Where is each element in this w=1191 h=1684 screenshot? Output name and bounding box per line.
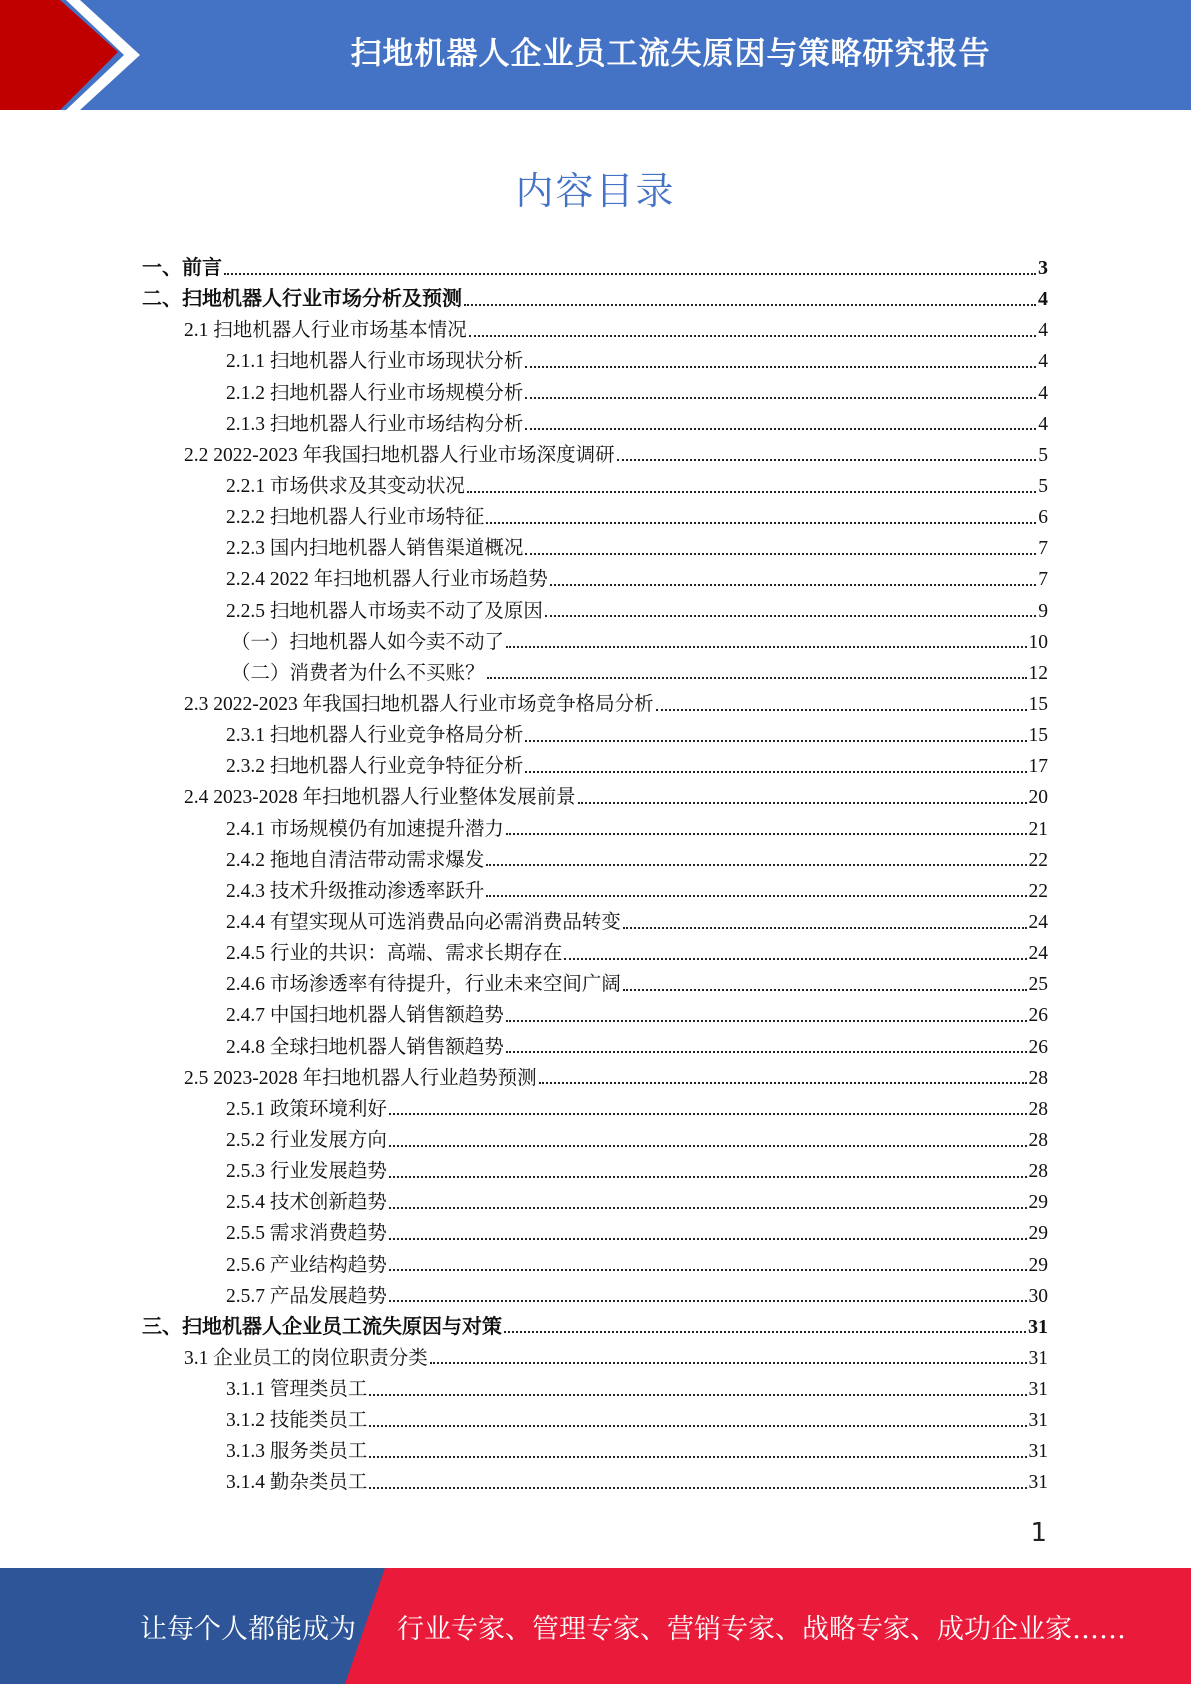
toc-entry[interactable] — [142, 533, 1048, 564]
toc-entry-page: 4 — [1038, 382, 1048, 404]
toc-entry[interactable] — [142, 907, 1048, 938]
toc-entry-page: 4 — [1038, 413, 1048, 435]
toc-entry[interactable] — [142, 471, 1048, 502]
toc-entry-page: 12 — [1028, 662, 1048, 684]
toc-leader-dots — [525, 553, 1036, 555]
toc-entry-page: 31 — [1028, 1347, 1048, 1369]
toc-entry-title: 2.1 扫地机器人行业市场基本情况 — [184, 320, 467, 342]
toc-entry-page: 31 — [1028, 1472, 1048, 1494]
toc-entry-title: 2.2.1 市场供求及其变动状况 — [226, 475, 465, 497]
toc-leader-dots — [525, 740, 1026, 742]
toc-entry[interactable] — [142, 440, 1048, 471]
toc-leader-dots — [525, 366, 1036, 368]
toc-entry-title: 3.1 企业员工的岗位职责分类 — [184, 1347, 428, 1369]
toc-leader-dots — [656, 709, 1027, 711]
toc-entry-title: 2.5.7 产品发展趋势 — [226, 1285, 387, 1307]
toc-entry-page: 21 — [1028, 818, 1048, 840]
toc-entry-title: 2.5.2 行业发展方向 — [226, 1129, 387, 1151]
toc-entry-page: 31 — [1028, 1315, 1048, 1338]
toc-leader-dots — [369, 1394, 1026, 1396]
toc-entry-page: 10 — [1028, 631, 1048, 653]
toc-entry-title: 3.1.3 服务类员工 — [226, 1441, 368, 1463]
toc-entry[interactable] — [142, 720, 1048, 751]
toc-leader-dots — [545, 615, 1036, 617]
toc-entry[interactable] — [142, 1312, 1048, 1343]
toc-entry-page: 15 — [1028, 725, 1048, 747]
toc-entry[interactable] — [142, 378, 1048, 409]
toc-entry-title: 2.4.6 市场渗透率有待提升，行业未来空间广阔 — [226, 974, 621, 996]
toc-leader-dots — [389, 1238, 1027, 1240]
toc-entry-title: 2.5.5 需求消费趋势 — [226, 1223, 387, 1245]
toc-leader-dots — [467, 491, 1036, 493]
footer-slogan-right: 行业专家、管理专家、营销专家、战略专家、成功企业家…… — [397, 1613, 1126, 1645]
toc-entry-page: 3 — [1038, 257, 1048, 279]
toc-entry-title: 2.3 2022-2023 年我国扫地机器人行业市场竞争格局分析 — [184, 693, 654, 715]
toc-entry-page: 9 — [1038, 600, 1048, 622]
toc-entry-page: 31 — [1028, 1441, 1048, 1463]
toc-entry-title: 2.4.2 拖地自清洁带动需求爆发 — [226, 849, 485, 871]
toc-leader-dots — [525, 771, 1026, 773]
chevron-arrow-icon — [0, 0, 160, 110]
toc-entry-title: 2.1.2 扫地机器人行业市场规模分析 — [226, 382, 524, 404]
page-number: 1 — [1030, 1518, 1047, 1548]
toc-entry-title: 三、扫地机器人企业员工流失原因与对策 — [142, 1315, 502, 1338]
toc-leader-dots — [389, 1207, 1027, 1209]
toc-entry-page: 26 — [1028, 1005, 1048, 1027]
toc-entry-page: 24 — [1028, 911, 1048, 933]
toc-entry-page: 17 — [1028, 756, 1048, 778]
toc-leader-dots — [389, 1176, 1027, 1178]
toc-entry-title: 3.1.4 勤杂类员工 — [226, 1472, 368, 1494]
toc-entry-title: 2.1.1 扫地机器人行业市场现状分析 — [226, 351, 524, 373]
toc-leader-dots — [525, 397, 1036, 399]
toc-leader-dots — [564, 958, 1026, 960]
toc-leader-dots — [369, 1425, 1026, 1427]
toc-leader-dots — [486, 522, 1036, 524]
toc-entry-page: 24 — [1028, 943, 1048, 965]
toc-entry-title: 2.4.3 技术升级推动渗透率跃升 — [226, 880, 485, 902]
toc-entry-page: 31 — [1028, 1410, 1048, 1432]
toc-entry-title: （二）消费者为什么不买账？ — [231, 662, 485, 684]
toc-leader-dots — [486, 895, 1026, 897]
toc-entry-page: 28 — [1028, 1098, 1048, 1120]
toc-leader-dots — [504, 1331, 1026, 1333]
toc-leader-dots — [578, 802, 1027, 804]
toc-entry[interactable] — [142, 938, 1048, 969]
toc-entry-title: 2.5.3 行业发展趋势 — [226, 1161, 387, 1183]
toc-entry-page: 20 — [1028, 787, 1048, 809]
toc-leader-dots — [506, 833, 1027, 835]
toc-entry[interactable] — [142, 284, 1048, 315]
toc-entry-page: 29 — [1028, 1254, 1048, 1276]
toc-entry-title: 2.3.1 扫地机器人行业竞争格局分析 — [226, 725, 524, 747]
toc-entry[interactable] — [142, 845, 1048, 876]
toc-entry[interactable] — [142, 1094, 1048, 1125]
toc-leader-dots — [539, 1082, 1027, 1084]
toc-entry[interactable] — [142, 627, 1048, 658]
toc-entry[interactable] — [142, 1405, 1048, 1436]
toc-entry[interactable] — [142, 1281, 1048, 1312]
toc-entry-title: 2.2.3 国内扫地机器人销售渠道概况 — [226, 538, 524, 560]
footer-banner — [0, 1568, 1191, 1684]
toc-leader-dots — [224, 273, 1036, 275]
toc-entry-title: 2.5.6 产业结构趋势 — [226, 1254, 387, 1276]
toc-entry[interactable] — [142, 689, 1048, 720]
toc-entry-title: 2.3.2 扫地机器人行业竞争特征分析 — [226, 756, 524, 778]
toc-entry-page: 22 — [1028, 880, 1048, 902]
toc-entry[interactable] — [142, 658, 1048, 689]
report-title: 扫地机器人企业员工流失原因与策略研究报告 — [350, 35, 991, 72]
toc-entry-page: 28 — [1028, 1067, 1048, 1089]
toc-leader-dots — [369, 1456, 1026, 1458]
toc-entry[interactable] — [142, 502, 1048, 533]
toc-entry-title: 2.5 2023-2028 年扫地机器人行业趋势预测 — [184, 1067, 537, 1089]
toc-entry-title: 二、扫地机器人行业市场分析及预测 — [142, 288, 462, 311]
toc-entry-page: 5 — [1038, 444, 1048, 466]
toc-heading: 内容目录 — [515, 169, 676, 213]
toc-leader-dots — [486, 864, 1026, 866]
toc-leader-dots — [389, 1269, 1027, 1271]
toc-leader-dots — [464, 304, 1036, 306]
toc-leader-dots — [389, 1145, 1027, 1147]
toc-entry-page: 26 — [1028, 1036, 1048, 1058]
toc-entry[interactable] — [142, 409, 1048, 440]
toc-entry[interactable] — [142, 1436, 1048, 1467]
toc-entry-title: 2.4.5 行业的共识：高端、需求长期存在 — [226, 943, 563, 965]
toc-entry-title: 2.5.1 政策环境利好 — [226, 1098, 387, 1120]
toc-leader-dots — [550, 584, 1036, 586]
toc-leader-dots — [525, 428, 1036, 430]
toc-leader-dots — [506, 1051, 1027, 1053]
toc-entry-page: 4 — [1038, 351, 1048, 373]
toc-entry-page: 4 — [1038, 288, 1048, 311]
toc-entry[interactable] — [142, 346, 1048, 377]
toc-entry-title: 2.4.7 中国扫地机器人销售额趋势 — [226, 1005, 504, 1027]
table-of-contents — [142, 253, 1048, 1499]
toc-entry-page: 22 — [1028, 849, 1048, 871]
toc-entry[interactable] — [142, 1032, 1048, 1063]
toc-entry-page: 7 — [1038, 569, 1048, 591]
toc-leader-dots — [369, 1487, 1026, 1489]
toc-leader-dots — [430, 1362, 1027, 1364]
toc-entry-title: （一）扫地机器人如今卖不动了 — [231, 631, 505, 653]
toc-entry-title: 2.4 2023-2028 年扫地机器人行业整体发展前景 — [184, 787, 576, 809]
toc-entry-page: 6 — [1038, 507, 1048, 529]
toc-entry-page: 25 — [1028, 974, 1048, 996]
toc-entry-title: 2.2.2 扫地机器人行业市场特征 — [226, 507, 485, 529]
toc-entry-title: 一、前言 — [142, 257, 222, 279]
toc-leader-dots — [389, 1300, 1027, 1302]
toc-entry[interactable] — [142, 1063, 1048, 1094]
toc-entry-page: 15 — [1028, 693, 1048, 715]
toc-entry[interactable] — [142, 1467, 1048, 1498]
toc-entry-title: 2.4.4 有望实现从可选消费品向必需消费品转变 — [226, 911, 621, 933]
toc-entry-title: 2.4.1 市场规模仍有加速提升潜力 — [226, 818, 504, 840]
toc-entry[interactable] — [142, 564, 1048, 595]
toc-entry-title: 2.1.3 扫地机器人行业市场结构分析 — [226, 413, 524, 435]
toc-entry[interactable] — [142, 1374, 1048, 1405]
toc-entry[interactable] — [142, 1000, 1048, 1031]
toc-leader-dots — [617, 459, 1037, 461]
toc-entry[interactable] — [142, 1187, 1048, 1218]
toc-leader-dots — [506, 646, 1026, 648]
toc-entry-page: 4 — [1038, 320, 1048, 342]
toc-entry-title: 2.2 2022-2023 年我国扫地机器人行业市场深度调研 — [184, 444, 615, 466]
toc-entry-title: 3.1.1 管理类员工 — [226, 1379, 368, 1401]
toc-entry[interactable] — [142, 814, 1048, 845]
toc-entry[interactable] — [142, 969, 1048, 1000]
toc-leader-dots — [389, 1113, 1027, 1115]
toc-entry[interactable] — [142, 1343, 1048, 1374]
toc-entry[interactable] — [142, 876, 1048, 907]
toc-entry-title: 3.1.2 技能类员工 — [226, 1410, 368, 1432]
toc-entry[interactable] — [142, 1125, 1048, 1156]
toc-entry-title: 2.5.4 技术创新趋势 — [226, 1192, 387, 1214]
toc-entry[interactable] — [142, 253, 1048, 284]
toc-entry[interactable] — [142, 1218, 1048, 1249]
toc-entry-title: 2.2.5 扫地机器人市场卖不动了及原因 — [226, 600, 543, 622]
toc-entry[interactable] — [142, 315, 1048, 346]
toc-entry-page: 29 — [1028, 1223, 1048, 1245]
toc-entry[interactable] — [142, 1250, 1048, 1281]
toc-entry-title: 2.2.4 2022 年扫地机器人行业市场趋势 — [226, 569, 548, 591]
toc-entry-page: 7 — [1038, 538, 1048, 560]
toc-entry-page: 5 — [1038, 475, 1048, 497]
toc-entry-page: 31 — [1028, 1379, 1048, 1401]
toc-leader-dots — [623, 989, 1027, 991]
toc-entry-page: 28 — [1028, 1129, 1048, 1151]
toc-entry-page: 28 — [1028, 1161, 1048, 1183]
toc-entry-title: 2.4.8 全球扫地机器人销售额趋势 — [226, 1036, 504, 1058]
toc-leader-dots — [487, 677, 1027, 679]
toc-leader-dots — [506, 1020, 1027, 1022]
toc-entry[interactable] — [142, 596, 1048, 627]
header-banner — [0, 0, 1191, 110]
toc-entry[interactable] — [142, 751, 1048, 782]
toc-entry[interactable] — [142, 1156, 1048, 1187]
toc-leader-dots — [623, 927, 1027, 929]
toc-entry-page: 30 — [1028, 1285, 1048, 1307]
toc-entry[interactable] — [142, 782, 1048, 813]
toc-entry-page: 29 — [1028, 1192, 1048, 1214]
toc-leader-dots — [469, 335, 1036, 337]
footer-slogan-left: 让每个人都能成为 — [140, 1613, 356, 1645]
